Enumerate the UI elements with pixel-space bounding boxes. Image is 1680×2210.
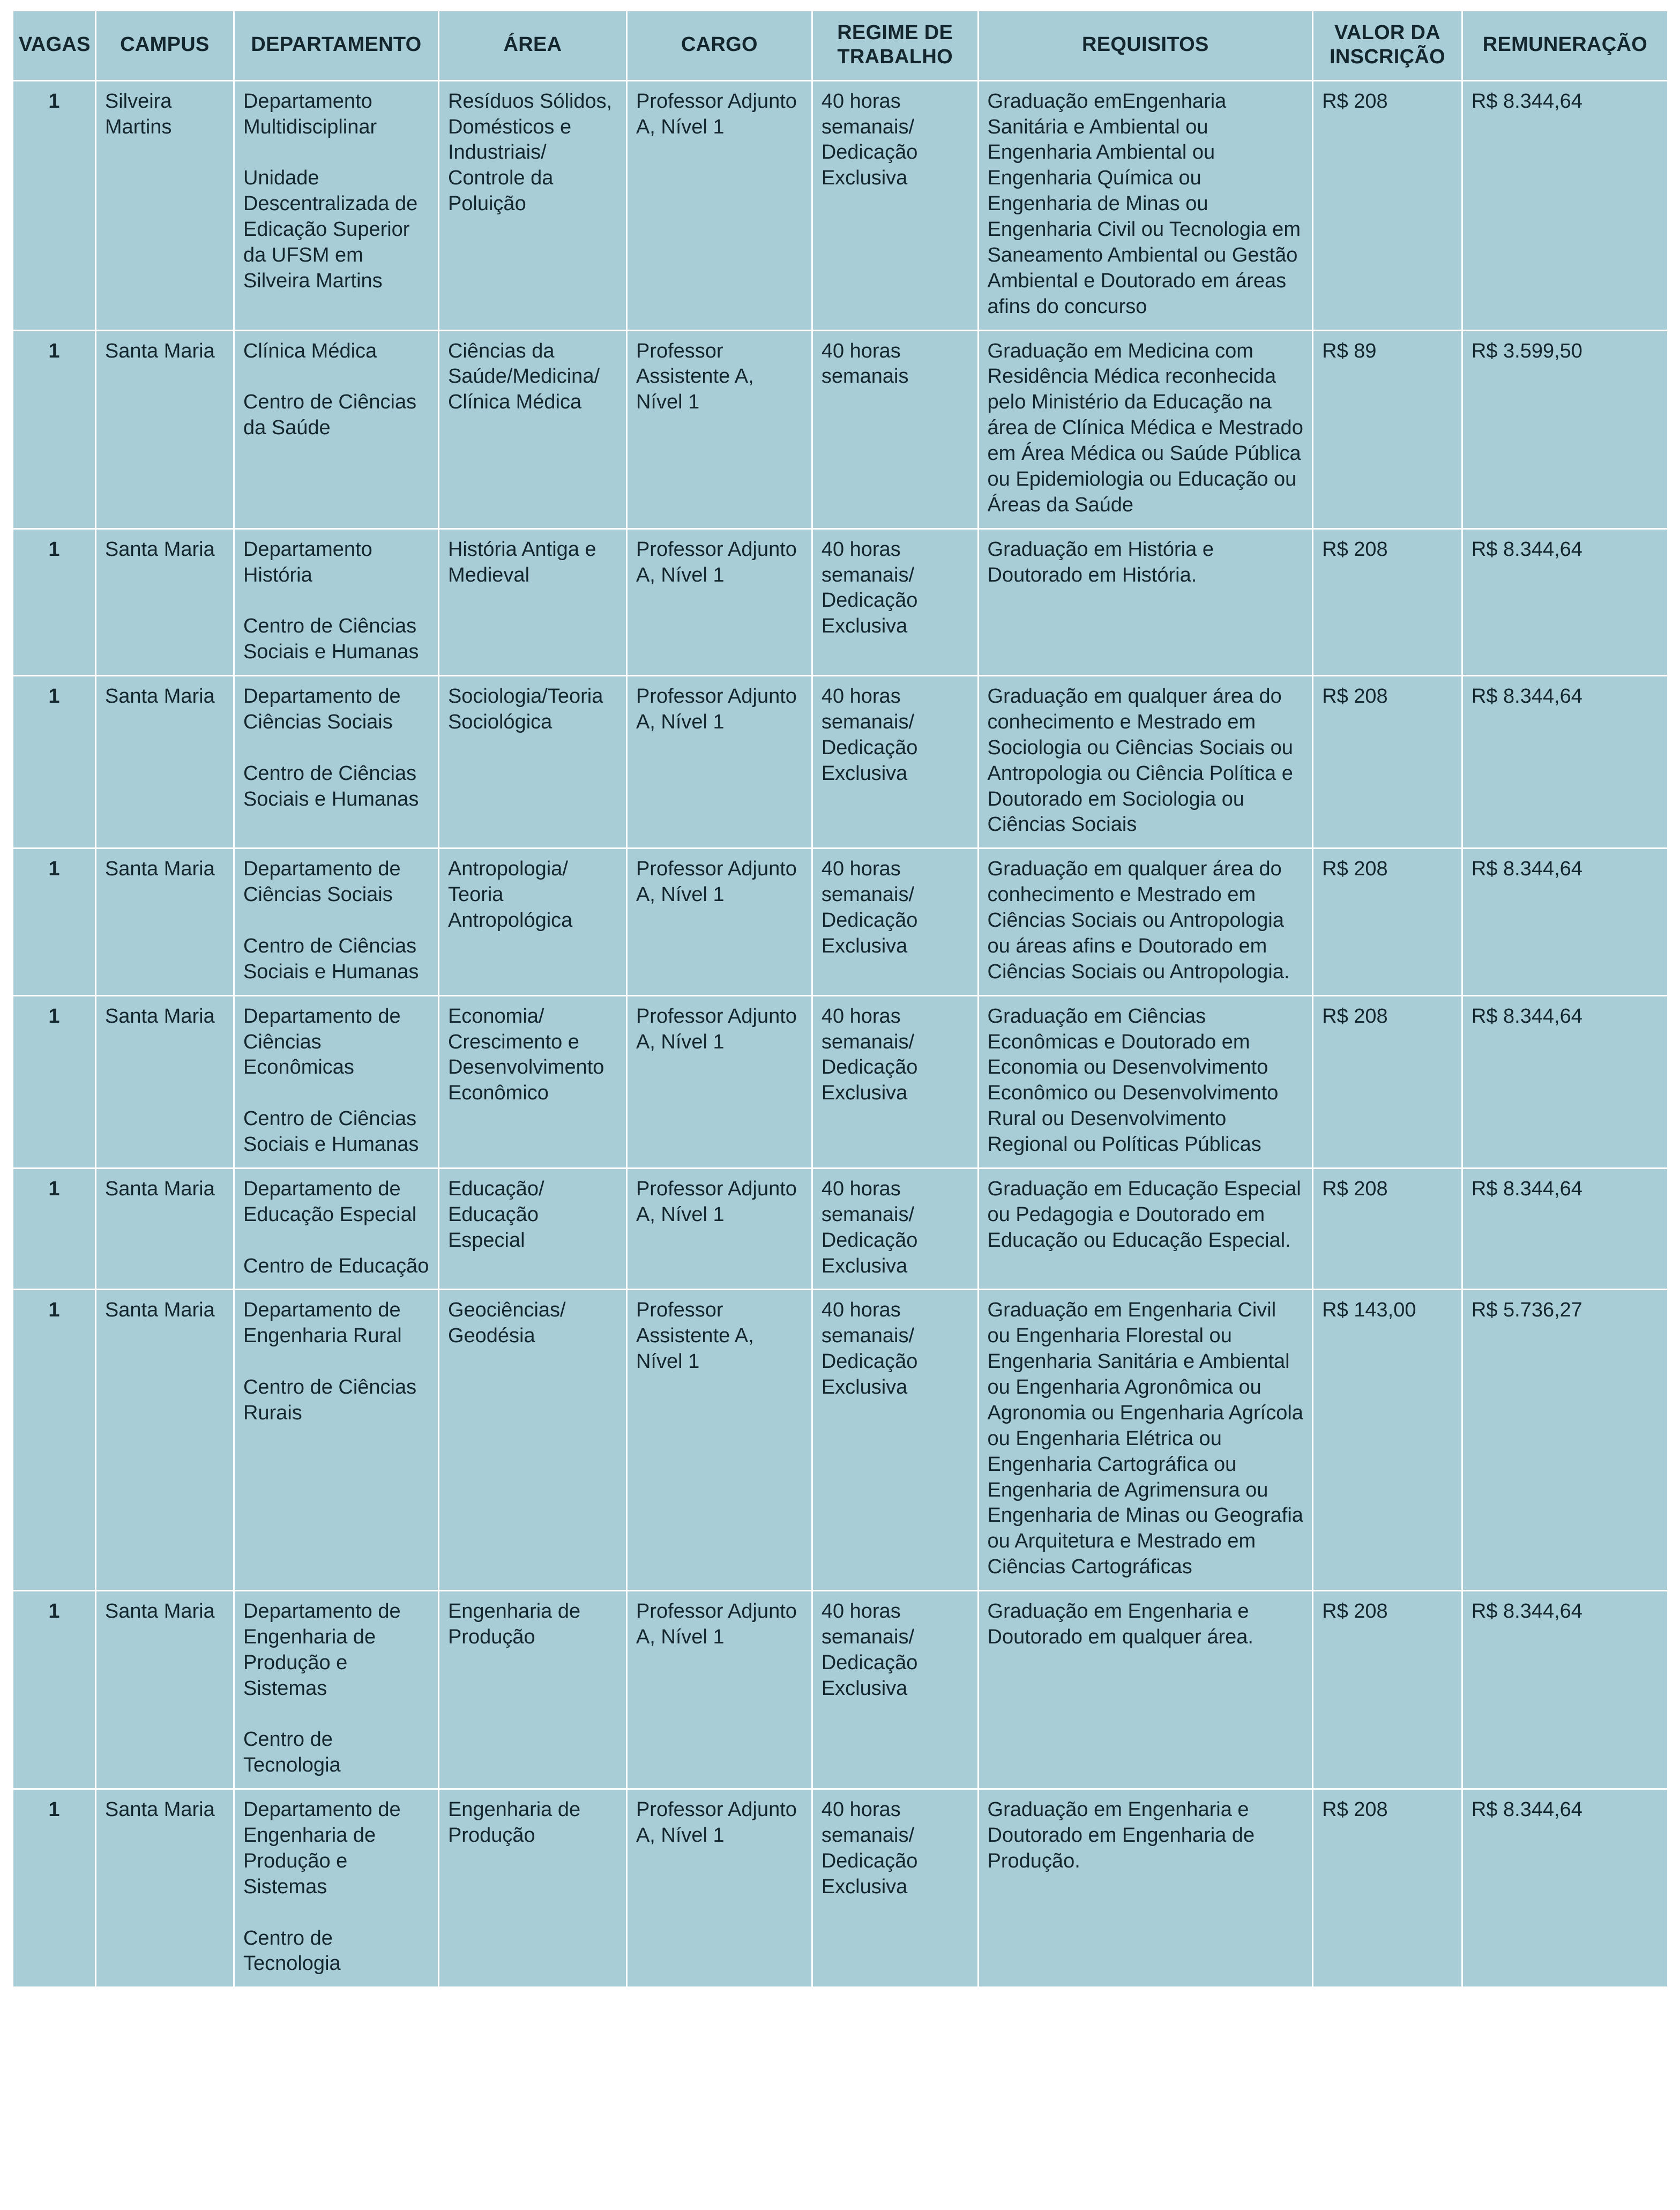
cell-valor-da-inscricao: R$ 208 <box>1313 1591 1462 1789</box>
cell-campus: Santa Maria <box>95 1591 234 1789</box>
cell-remuneracao: R$ 8.344,64 <box>1462 849 1668 995</box>
cell-remuneracao: R$ 3.599,50 <box>1462 330 1668 529</box>
table-row <box>13 676 1668 849</box>
cell-regime-de-trabalho: 40 horas semanais/ Dedicação Exclusiva <box>812 1591 978 1789</box>
cell-valor-da-inscricao: R$ 208 <box>1313 849 1462 995</box>
departamento-line: Departamento de Engenharia de Produção e Sistemas <box>243 1600 401 1700</box>
column-header-regime-de-trabalho: REGIME DE TRABALHO <box>812 11 978 81</box>
departamento-line: Departamento Multidisciplinar <box>243 90 377 138</box>
cell-cargo: Professor Adjunto A, Nível 1 <box>626 1591 812 1789</box>
cell-regime-de-trabalho: 40 horas semanais/ Dedicação Exclusiva <box>812 1168 978 1290</box>
table-row <box>13 1168 1668 1290</box>
cell-campus: Santa Maria <box>95 330 234 529</box>
departamento-line: Departamento de Ciências Sociais <box>243 685 401 733</box>
cell-regime-de-trabalho: 40 horas semanais/ Dedicação Exclusiva <box>812 995 978 1168</box>
cell-remuneracao: R$ 8.344,64 <box>1462 80 1668 330</box>
cell-regime-de-trabalho: 40 horas semanais/ Dedicação Exclusiva <box>812 1290 978 1591</box>
cell-valor-da-inscricao: R$ 208 <box>1313 1168 1462 1290</box>
departamento-line: Centro de Ciências Rurais <box>243 1376 417 1424</box>
departamento-line: Centro de Educação <box>243 1254 429 1277</box>
vacancies-table <box>12 10 1669 1988</box>
column-header-departamento: DEPARTAMENTO <box>234 11 438 81</box>
column-header-requisitos: REQUISITOS <box>978 11 1313 81</box>
table-header <box>13 11 1668 81</box>
cell-vagas: 1 <box>13 529 96 675</box>
column-header-cargo: CARGO <box>626 11 812 81</box>
cell-requisitos: Graduação em qualquer área do conhecimento e Mestrado em Sociologia ou Ciências Sociais ou Antropologia ou Ciência Política e Doutorado em Sociologia ou Ciências Sociais <box>978 676 1313 849</box>
cell-departamento <box>234 676 438 849</box>
cell-cargo: Professor Adjunto A, Nível 1 <box>626 995 812 1168</box>
cell-departamento <box>234 330 438 529</box>
cell-requisitos: Graduação em Ciências Econômicas e Doutorado em Economia ou Desenvolvimento Econômico ou Desenvolvimento Rural ou Desenvolvimento Regional ou Políticas Públicas <box>978 995 1313 1168</box>
column-header-vagas: VAGAS <box>13 11 96 81</box>
cell-vagas: 1 <box>13 1290 96 1591</box>
cell-departamento <box>234 1789 438 1988</box>
cell-area: Ciências da Saúde/Medicina/ Clínica Médica <box>438 330 626 529</box>
cell-campus: Santa Maria <box>95 849 234 995</box>
cell-departamento <box>234 529 438 675</box>
cell-area: Economia/ Crescimento e Desenvolvimento Econômico <box>438 995 626 1168</box>
cell-valor-da-inscricao: R$ 208 <box>1313 1789 1462 1988</box>
cell-campus: Santa Maria <box>95 1290 234 1591</box>
departamento-line: Centro de Tecnologia <box>243 1926 341 1975</box>
cell-area: Sociologia/Teoria Sociológica <box>438 676 626 849</box>
cell-valor-da-inscricao: R$ 208 <box>1313 995 1462 1168</box>
column-header-valor-da-inscricao: VALOR DA INSCRIÇÃO <box>1313 11 1462 81</box>
cell-campus: Santa Maria <box>95 676 234 849</box>
cell-requisitos: Graduação em Engenharia e Doutorado em qualquer área. <box>978 1591 1313 1789</box>
cell-vagas: 1 <box>13 1168 96 1290</box>
departamento-line: Centro de Tecnologia <box>243 1728 341 1777</box>
cell-cargo: Professor Assistente A, Nível 1 <box>626 330 812 529</box>
cell-regime-de-trabalho: 40 horas semanais/ Dedicação Exclusiva <box>812 849 978 995</box>
cell-area: História Antiga e Medieval <box>438 529 626 675</box>
cell-remuneracao: R$ 8.344,64 <box>1462 1168 1668 1290</box>
cell-area: Educação/ Educação Especial <box>438 1168 626 1290</box>
cell-cargo: Professor Adjunto A, Nível 1 <box>626 529 812 675</box>
departamento-line: Centro de Ciências da Saúde <box>243 391 417 440</box>
cell-regime-de-trabalho: 40 horas semanais/ Dedicação Exclusiva <box>812 1789 978 1988</box>
cell-departamento <box>234 849 438 995</box>
cell-area: Geociências/ Geodésia <box>438 1290 626 1591</box>
departamento-line: Departamento de Ciências Sociais <box>243 858 401 906</box>
cell-departamento <box>234 1290 438 1591</box>
cell-remuneracao: R$ 8.344,64 <box>1462 1591 1668 1789</box>
cell-departamento <box>234 80 438 330</box>
departamento-line: Clínica Médica <box>243 339 377 362</box>
cell-valor-da-inscricao: R$ 208 <box>1313 529 1462 675</box>
column-header-area: ÁREA <box>438 11 626 81</box>
cell-regime-de-trabalho: 40 horas semanais/ Dedicação Exclusiva <box>812 676 978 849</box>
cell-vagas: 1 <box>13 1591 96 1789</box>
cell-campus: Santa Maria <box>95 1789 234 1988</box>
cell-valor-da-inscricao: R$ 208 <box>1313 80 1462 330</box>
cell-vagas: 1 <box>13 849 96 995</box>
departamento-line: Centro de Ciências Sociais e Humanas <box>243 1107 419 1156</box>
cell-campus: Santa Maria <box>95 529 234 675</box>
table-body <box>13 80 1668 1988</box>
cell-vagas: 1 <box>13 1789 96 1988</box>
departamento-line: Departamento História <box>243 538 372 586</box>
cell-requisitos: Graduação em Educação Especial ou Pedagogia e Doutorado em Educação ou Educação Especial. <box>978 1168 1313 1290</box>
cell-cargo: Professor Adjunto A, Nível 1 <box>626 849 812 995</box>
cell-area: Resíduos Sólidos, Domésticos e Industriais/ Controle da Poluição <box>438 80 626 330</box>
cell-campus: Santa Maria <box>95 995 234 1168</box>
cell-cargo: Professor Adjunto A, Nível 1 <box>626 80 812 330</box>
cell-area: Engenharia de Produção <box>438 1591 626 1789</box>
table-row <box>13 849 1668 995</box>
cell-regime-de-trabalho: 40 horas semanais/ Dedicação Exclusiva <box>812 529 978 675</box>
column-header-remuneracao: REMUNERAÇÃO <box>1462 11 1668 81</box>
cell-cargo: Professor Assistente A, Nível 1 <box>626 1290 812 1591</box>
departamento-line: Departamento de Educação Especial <box>243 1177 417 1226</box>
departamento-line: Centro de Ciências Sociais e Humanas <box>243 762 419 810</box>
departamento-line: Departamento de Engenharia Rural <box>243 1299 402 1348</box>
table-header-row <box>13 11 1668 81</box>
table-row <box>13 80 1668 330</box>
cell-remuneracao: R$ 8.344,64 <box>1462 1789 1668 1988</box>
departamento-line: Departamento de Ciências Econômicas <box>243 1004 401 1079</box>
cell-campus: Silveira Martins <box>95 80 234 330</box>
cell-requisitos: Graduação em Engenharia e Doutorado em Engenharia de Produção. <box>978 1789 1313 1988</box>
cell-regime-de-trabalho: 40 horas semanais/ Dedicação Exclusiva <box>812 80 978 330</box>
departamento-line: Centro de Ciências Sociais e Humanas <box>243 934 419 983</box>
column-header-campus: CAMPUS <box>95 11 234 81</box>
cell-valor-da-inscricao: R$ 143,00 <box>1313 1290 1462 1591</box>
cell-requisitos: Graduação em Engenharia Civil ou Engenharia Florestal ou Engenharia Sanitária e Ambiental ou Engenharia Agronômica ou Agronomia ou Engenharia Agrícola ou Engenharia Elétrica ou Engenharia Cartográfica ou Engenharia de Agrimensura ou Engenharia de Minas ou Geografia ou Arquitetura e Mestrado em Ciências Cartográficas <box>978 1290 1313 1591</box>
cell-remuneracao: R$ 8.344,64 <box>1462 995 1668 1168</box>
cell-cargo: Professor Adjunto A, Nível 1 <box>626 1168 812 1290</box>
departamento-line: Unidade Descentralizada de Edicação Superior da UFSM em Silveira Martins <box>243 167 418 292</box>
cell-valor-da-inscricao: R$ 89 <box>1313 330 1462 529</box>
cell-regime-de-trabalho: 40 horas semanais <box>812 330 978 529</box>
cell-requisitos: Graduação emEngenharia Sanitária e Ambiental ou Engenharia Ambiental ou Engenharia Química ou Engenharia de Minas ou Engenharia Civil ou Tecnologia em Saneamento Ambiental ou Gestão Ambiental e Doutorado em áreas afins do concurso <box>978 80 1313 330</box>
departamento-line: Centro de Ciências Sociais e Humanas <box>243 615 419 664</box>
table-row <box>13 1789 1668 1988</box>
cell-departamento <box>234 995 438 1168</box>
cell-requisitos: Graduação em Medicina com Residência Médica reconhecida pelo Ministério da Educação na área de Clínica Médica e Mestrado em Área Médica ou Saúde Pública ou Epidemiologia ou Educação ou Áreas da Saúde <box>978 330 1313 529</box>
cell-cargo: Professor Adjunto A, Nível 1 <box>626 1789 812 1988</box>
cell-area: Antropologia/ Teoria Antropológica <box>438 849 626 995</box>
cell-vagas: 1 <box>13 330 96 529</box>
cell-requisitos: Graduação em qualquer área do conhecimento e Mestrado em Ciências Sociais ou Antropologia ou áreas afins e Doutorado em Ciências Sociais ou Antropologia. <box>978 849 1313 995</box>
table-row <box>13 1591 1668 1789</box>
cell-requisitos: Graduação em História e Doutorado em História. <box>978 529 1313 675</box>
table-row <box>13 995 1668 1168</box>
cell-campus: Santa Maria <box>95 1168 234 1290</box>
cell-remuneracao: R$ 8.344,64 <box>1462 529 1668 675</box>
table-row <box>13 529 1668 675</box>
table-row <box>13 1290 1668 1591</box>
cell-departamento <box>234 1591 438 1789</box>
cell-remuneracao: R$ 5.736,27 <box>1462 1290 1668 1591</box>
cell-cargo: Professor Adjunto A, Nível 1 <box>626 676 812 849</box>
cell-vagas: 1 <box>13 995 96 1168</box>
cell-remuneracao: R$ 8.344,64 <box>1462 676 1668 849</box>
cell-valor-da-inscricao: R$ 208 <box>1313 676 1462 849</box>
cell-vagas: 1 <box>13 80 96 330</box>
cell-departamento <box>234 1168 438 1290</box>
table-row <box>13 330 1668 529</box>
cell-area: Engenharia de Produção <box>438 1789 626 1988</box>
cell-vagas: 1 <box>13 676 96 849</box>
departamento-line: Departamento de Engenharia de Produção e Sistemas <box>243 1798 401 1898</box>
